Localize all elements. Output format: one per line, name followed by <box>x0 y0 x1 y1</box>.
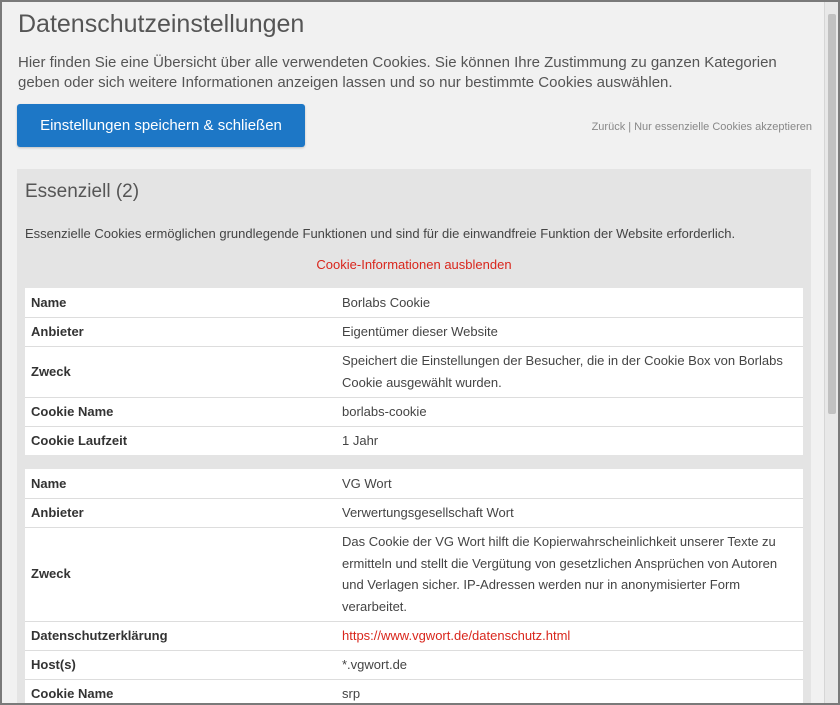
back-link[interactable]: Zurück <box>591 121 626 133</box>
row-label: Anbieter <box>25 317 336 346</box>
row-value: Eigentümer dieser Website <box>336 317 803 346</box>
table-row <box>25 621 803 650</box>
row-label: Zweck <box>25 346 336 397</box>
row-value: VG Wort <box>336 469 803 498</box>
row-value: 1 Jahr <box>342 433 379 448</box>
table-row <box>25 288 803 317</box>
row-value: Das Cookie der VG Wort hilft die Kopierwahrscheinlichkeit unserer Texte zu ermitteln und stellt die Vergütung von gesetzlichen Ansprüchen von Autoren und Verlagen sicher. IP-Adressen werden nur in anonymisierter Form verarbeitet. <box>336 527 803 621</box>
table-row <box>25 498 803 527</box>
table-row <box>25 650 803 679</box>
row-value: *.vgwort.de <box>336 650 803 679</box>
table-row <box>25 469 803 498</box>
link-separator: | <box>628 121 632 133</box>
dialog-title: Datenschutzeinstellungen <box>18 10 305 38</box>
table-row <box>25 317 803 346</box>
group-description: Essenzielle Cookies ermöglichen grundlegende Funktionen und sind für die einwandfreie Funktion der Website erforderlich. <box>25 226 736 241</box>
row-label: Cookie Laufzeit <box>31 433 128 448</box>
row-label: Name <box>25 288 336 317</box>
dialog-intro-text: Hier finden Sie eine Übersicht über alle verwendeten Cookies. Sie können Ihre Zustimmung zu ganzen Kategorien geben oder sich weitere Informationen anzeigen lassen und so nur bestimmte Cookies auswählen. <box>18 54 777 91</box>
row-label: Name <box>25 469 336 498</box>
row-value: Verwertungsgesellschaft Wort <box>336 498 803 527</box>
row-label: Datenschutzerklärung <box>25 621 336 650</box>
row-label: Cookie Name <box>31 686 114 701</box>
row-label: Anbieter <box>25 498 336 527</box>
cookie-table-vg-wort <box>25 469 803 703</box>
row-value: Speichert die Einstellungen der Besucher, die in der Cookie Box von Borlabs Cookie ausgewählt wurden. <box>336 346 803 397</box>
table-row <box>25 426 803 455</box>
table-row <box>25 346 803 397</box>
cookie-group-essential <box>17 169 811 703</box>
row-label: Host(s) <box>25 650 336 679</box>
row-value: Borlabs Cookie <box>336 288 803 317</box>
meta-links <box>592 121 812 133</box>
save-and-close-button[interactable]: Einstellungen speichern & schließen <box>17 104 305 147</box>
row-label: Cookie Name <box>25 397 336 426</box>
group-title: Essenziell (2) <box>25 181 140 202</box>
privacy-policy-link[interactable]: https://www.vgwort.de/datenschutz.html <box>342 627 571 643</box>
accept-essential-only-link[interactable]: Nur essenzielle Cookies akzeptieren <box>634 121 812 133</box>
row-label: Zweck <box>25 527 336 621</box>
cookie-table-borlabs <box>25 288 803 455</box>
hide-cookie-info-link[interactable]: Cookie-Informationen ausblenden <box>316 257 512 272</box>
row-value <box>336 621 803 650</box>
table-row <box>25 397 803 426</box>
scrollbar-thumb[interactable] <box>828 14 836 414</box>
vertical-scrollbar[interactable] <box>824 2 838 703</box>
row-value: borlabs-cookie <box>336 397 803 426</box>
row-value: srp <box>342 686 361 701</box>
table-row <box>25 679 803 703</box>
dialog-scroll-content[interactable] <box>2 2 824 703</box>
table-row <box>25 527 803 621</box>
